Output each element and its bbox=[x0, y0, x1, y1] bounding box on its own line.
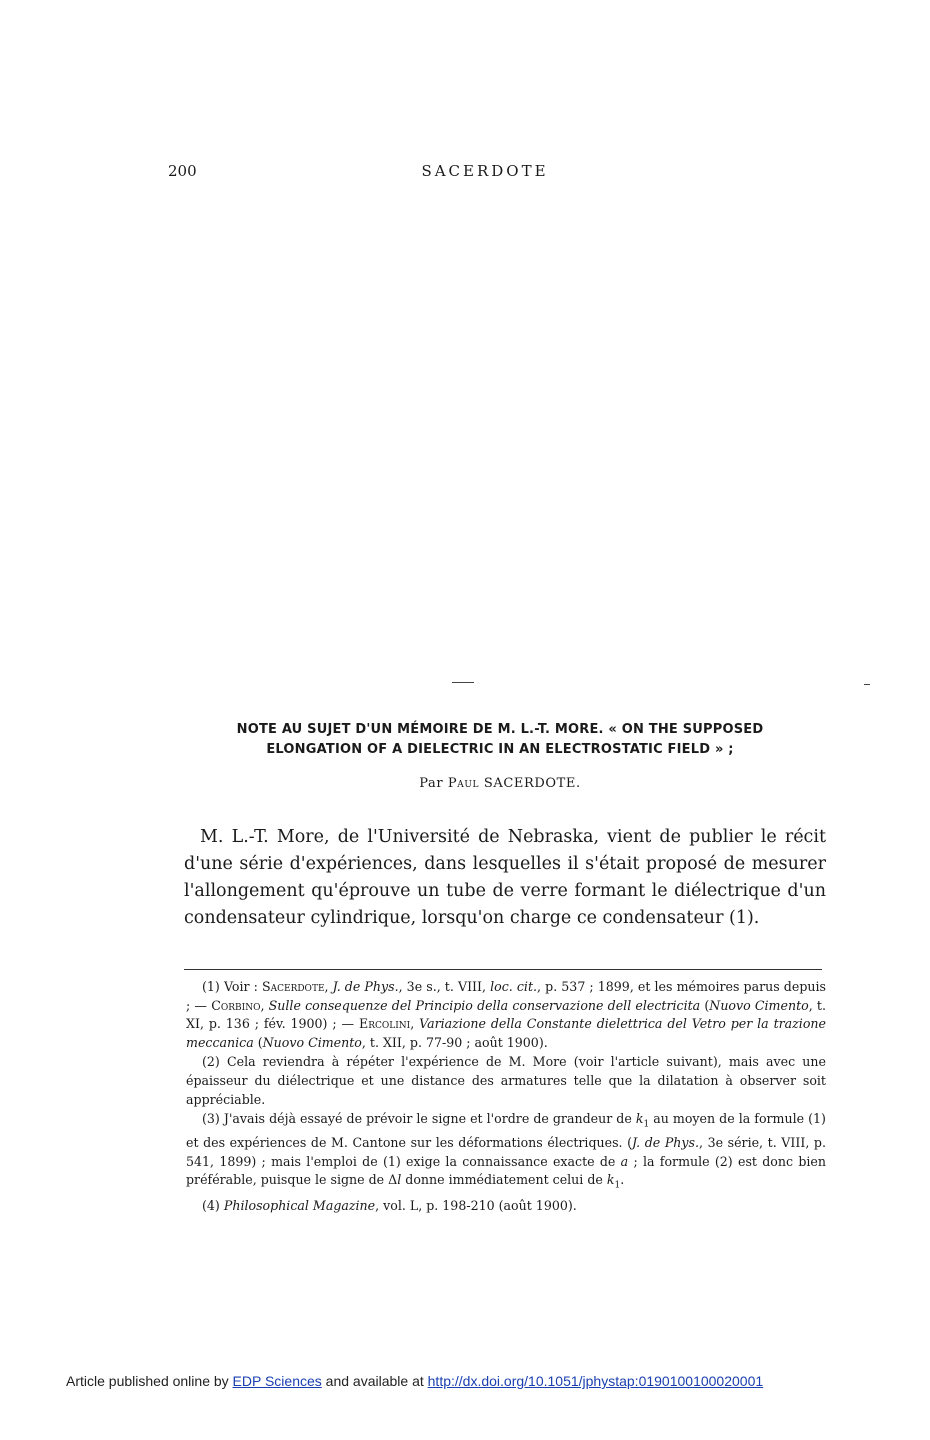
byline-prefix: Par bbox=[419, 776, 444, 791]
author-name: Ercolini, bbox=[359, 1016, 415, 1032]
footnotes bbox=[186, 978, 826, 1216]
math-symbol: l bbox=[397, 1172, 402, 1188]
math-symbol: k bbox=[635, 1111, 644, 1127]
author-first-name: Paul bbox=[447, 776, 480, 791]
journal-title: Nuovo Cimento bbox=[709, 997, 809, 1013]
footnote-3 bbox=[186, 1110, 826, 1195]
footnote-2 bbox=[186, 1053, 826, 1109]
publisher-text: Article published online by bbox=[66, 1373, 229, 1389]
footnote-mark: (3) bbox=[202, 1111, 220, 1127]
byline bbox=[190, 776, 810, 791]
doi-link[interactable]: http://dx.doi.org/10.1051/jphystap:0190100100020001 bbox=[427, 1373, 764, 1389]
scan-speck bbox=[864, 684, 870, 685]
article-title-line-2: ELONGATION OF A DIELECTRIC IN AN ELECTROSTATIC FIELD » ; bbox=[266, 742, 734, 757]
footnote-text: ; la formule (2) est donc bien préférable, puisque le signe de Δ bbox=[186, 1153, 826, 1188]
footnote-text: , p. 537 ; 1899, et les mémoires parus depuis ; — bbox=[186, 979, 826, 1013]
author-name: Sacerdote, bbox=[261, 979, 329, 994]
journal-title: J. de Phys. bbox=[332, 979, 399, 994]
math-subscript: 1 bbox=[614, 1180, 621, 1191]
footnote-4 bbox=[186, 1197, 826, 1216]
math-subscript: 1 bbox=[643, 1119, 650, 1130]
footnote-text: donne immédiatement celui de bbox=[405, 1172, 603, 1188]
journal-title: Nuovo Cimento bbox=[262, 1034, 362, 1050]
footnote-text: Voir : bbox=[223, 979, 258, 994]
scan-speck bbox=[452, 682, 474, 683]
author-last-name: SACERDOTE. bbox=[483, 776, 581, 791]
citation-ref: loc. cit. bbox=[490, 979, 538, 994]
page-number: 200 bbox=[168, 162, 197, 180]
edp-sciences-link[interactable]: EDP Sciences bbox=[232, 1373, 322, 1389]
footnote-text: Cela reviendra à répéter l'expérience de M. More (voir l'article suivant), mais avec une épaisseur du diélectrique et une distance des armatures telle que la dilatation à observer soit appréciable. bbox=[186, 1054, 826, 1107]
body-paragraph: M. L.-T. More, de l'Université de Nebraska, vient de publier le récit d'une série d'expériences, dans lesquelles il s'était proposé de mesurer l'allongement qu'éprouve un tube de verre formant le diélectrique d'un condensateur cylindrique, lorsqu'on charge ce condensateur (1). bbox=[184, 827, 826, 928]
running-header: SACERDOTE bbox=[421, 162, 549, 180]
journal-title: Philosophical Magazine bbox=[223, 1197, 376, 1213]
footnote-text: , t. XI, p. 136 ; fév. 1900) ; — bbox=[186, 997, 826, 1032]
publisher-text: and available at bbox=[325, 1373, 424, 1389]
work-title: Sulle consequenze del Principio della conservazione dell electricita bbox=[268, 997, 701, 1013]
footnote-text: , 3e série, t. VIII, p. 541, 1899) ; mais l'emploi de (1) exige la connaissance exacte de bbox=[186, 1135, 826, 1169]
author-name: Corbino, bbox=[211, 997, 265, 1013]
footnote-text: , t. XII, p. 77-90 ; août 1900). bbox=[361, 1034, 548, 1050]
footnote-text: ( bbox=[257, 1034, 263, 1050]
footnote-rule bbox=[184, 969, 822, 970]
work-title: Variazione della Constante dielettrica del Vetro per la trazione meccanica bbox=[186, 1016, 826, 1050]
footnote-text: , 3e s., t. VIII, bbox=[398, 979, 486, 994]
article-title bbox=[190, 720, 810, 760]
publisher-line bbox=[66, 1373, 763, 1389]
journal-title: J. de Phys. bbox=[632, 1135, 699, 1151]
footnote-mark: (1) bbox=[202, 979, 220, 994]
footnote-text: J'avais déjà essayé de prévoir le signe et l'ordre de grandeur de bbox=[223, 1111, 632, 1127]
footnote-text: au moyen de la formule (1) et des expériences de M. Cantone sur les déformations électriques. ( bbox=[186, 1111, 826, 1151]
footnote-text: . bbox=[620, 1172, 625, 1188]
footnote-text: , vol. L, p. 198-210 (août 1900). bbox=[375, 1197, 577, 1213]
footnote-mark: (4) bbox=[202, 1197, 220, 1213]
math-symbol: a bbox=[620, 1153, 629, 1169]
math-symbol: k bbox=[606, 1172, 615, 1188]
footnote-1 bbox=[186, 978, 826, 1052]
footnote-text: ( bbox=[704, 997, 710, 1013]
footnote-mark: (2) bbox=[202, 1054, 220, 1070]
article-title-line-1: NOTE AU SUJET D'UN MÉMOIRE DE M. L.-T. MORE. « ON THE SUPPOSED bbox=[236, 722, 764, 737]
